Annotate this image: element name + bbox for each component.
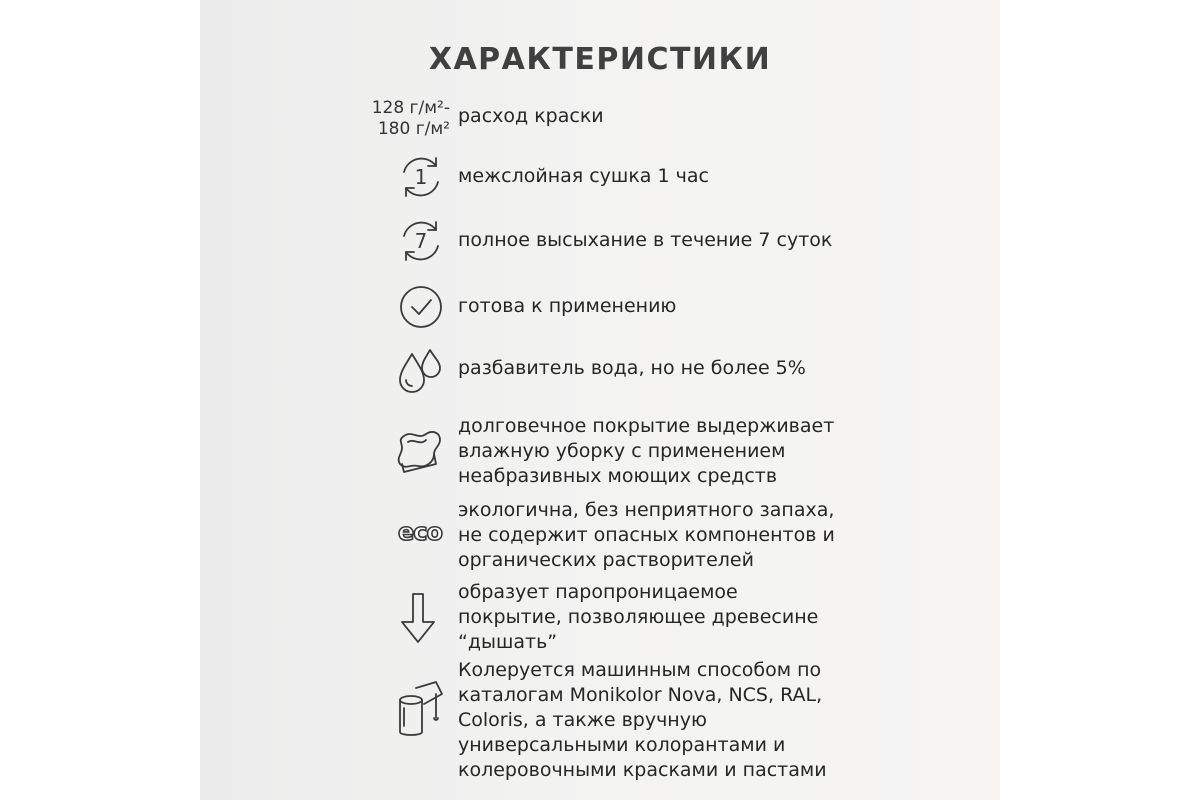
feature-text-line: не содержит опасных компонентов и: [458, 524, 835, 546]
feature-text: [458, 658, 827, 783]
feature-text-line: готова к применению: [458, 295, 677, 317]
feature-text-line: экологична, без неприятного запаха,: [458, 499, 835, 521]
feature-text: [458, 580, 818, 655]
feature-text-line: образует паропроницаемое: [458, 581, 738, 603]
feature-text-line: неабразивных моющих средств: [458, 465, 778, 487]
cycle-1-number: 1: [414, 165, 428, 189]
feature-text-line: органических растворителей: [458, 549, 754, 571]
feature-text-line: колеровочными красками и пастами: [458, 759, 827, 781]
characteristics-card: [200, 0, 1000, 800]
paint-can-pour-icon: [392, 678, 448, 742]
feature-text: [458, 228, 832, 253]
cycle-7-icon: [396, 216, 446, 266]
feature-text: [458, 164, 709, 189]
feature-text-line: Колеруется машинным способом по: [458, 659, 822, 681]
feature-text-line: разбавитель вода, но не более 5%: [458, 357, 806, 379]
feature-text-line: влажную уборку с применением: [458, 440, 786, 462]
feature-text-line: расход краски: [458, 105, 604, 127]
eco-icon: [384, 520, 456, 546]
coverage-rate-max: 180 г/м²: [377, 119, 450, 139]
feature-text-line: полное высыхание в течение 7 суток: [458, 229, 833, 251]
coverage-rate-value: [360, 98, 450, 140]
feature-text-line: Coloris, а также вручную: [458, 709, 707, 731]
feature-text-line: “дышать”: [458, 631, 558, 653]
coverage-rate-min: 128 г/м²-: [371, 98, 450, 118]
feature-text-line: универсальными колорантами и: [458, 734, 786, 756]
cycle-7-number: 7: [414, 229, 428, 253]
feature-text-line: каталогам Monikolor Nova, NCS, RAL,: [458, 684, 823, 706]
arrow-down-icon: [396, 590, 440, 646]
water-drops-icon: [396, 346, 446, 398]
cycle-1-icon: [396, 152, 446, 202]
feature-text-line: долговечное покрытие выдерживает: [458, 415, 835, 437]
page-title: ХАРАКТЕРИСТИКИ: [428, 42, 772, 77]
feature-text: [458, 294, 676, 319]
feature-text: [458, 414, 834, 489]
checkmark-circle-icon: [398, 284, 444, 330]
feature-text-line: покрытие, позволяющее древесине: [458, 606, 819, 628]
feature-text: [458, 356, 806, 381]
feature-text-line: межслойная сушка 1 час: [458, 165, 709, 187]
sponge-icon: [394, 424, 448, 476]
feature-text: [458, 498, 835, 573]
feature-text: [458, 104, 604, 129]
eco-icon-text: eco: [398, 520, 442, 546]
